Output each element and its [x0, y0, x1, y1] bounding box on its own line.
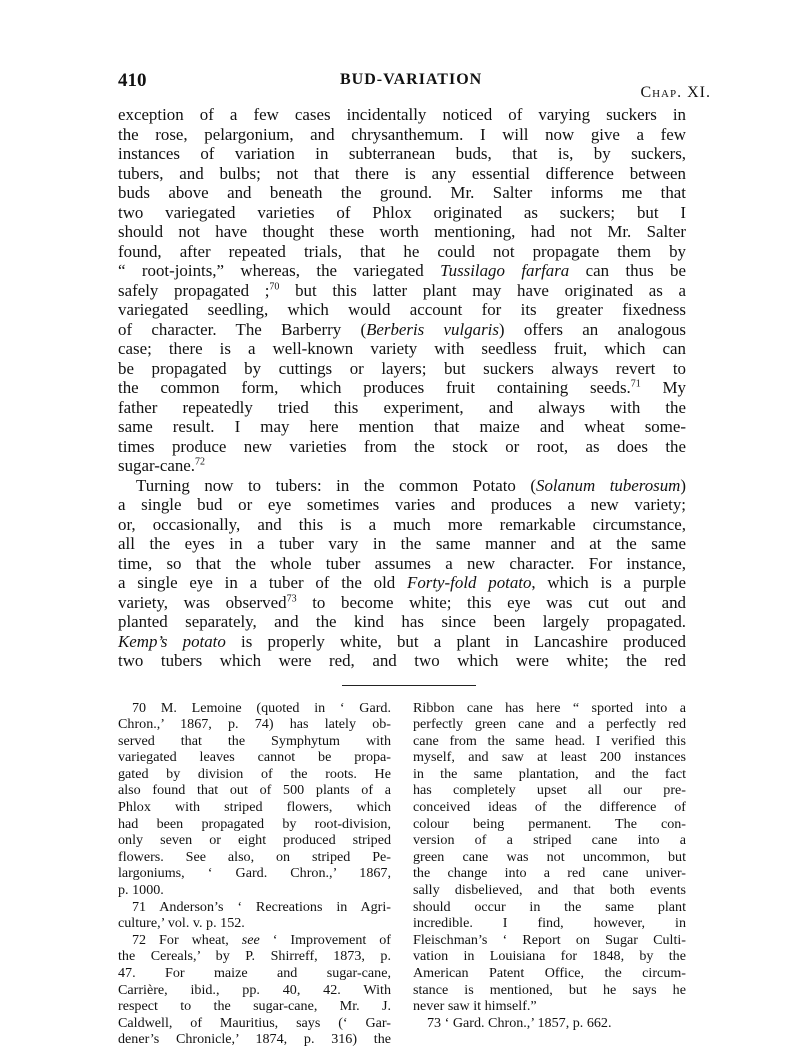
- footnote-line: served that the Symphytum with: [118, 732, 391, 749]
- footnote-line: the change into a red cane univer-: [413, 865, 686, 882]
- text-fragment: can thus be: [569, 261, 686, 280]
- text-fragment: is properly white, but a plant in Lancashire produced: [225, 631, 686, 651]
- text-line: father repeatedly tried this experiment, and always with the: [118, 397, 686, 417]
- text-line: [118, 632, 686, 652]
- text-fragment: 72 For wheat,: [132, 931, 242, 948]
- text-fragment: ) offers an analogous: [498, 319, 686, 339]
- text-line: planted separately, and the kind has since been largely propagated.: [118, 612, 686, 631]
- species-name: Tussilago farfara: [440, 261, 570, 280]
- footnote-line: Fleischman’s ‘ Report on Sugar Culti-: [413, 931, 686, 948]
- text-line: [118, 573, 686, 593]
- footnote-line: 73 ‘ Gard. Chron.,’ 1857, p. 662.: [427, 1014, 612, 1031]
- text-line: instances of variation in subterranean buds, that is, by suckers,: [118, 144, 686, 163]
- footnote-line: stance is mentioned, but he says he: [413, 981, 686, 998]
- footnote-line: colour being permanent. The con-: [413, 815, 686, 832]
- text-line: buds above and beneath the ground. Mr. Salter informs me that: [118, 183, 686, 202]
- page-header: [118, 70, 711, 101]
- text-line: [118, 378, 686, 398]
- main-text: [118, 105, 686, 671]
- text-fragment: a single eye in a tuber of the old: [118, 573, 408, 592]
- footnote-line: Phlox with striped flowers, which: [118, 799, 391, 816]
- text-line: [118, 476, 686, 496]
- footnote-line: 70 M. Lemoine (quoted in ‘ Gard.: [132, 699, 391, 716]
- text-line: should not have thought these worth mentioning, had not Mr. Salter: [118, 222, 686, 241]
- variety-name: Forty-fold potato: [407, 573, 532, 592]
- footnote-line: version of a striped cane into a: [413, 832, 686, 849]
- text-line: [118, 320, 686, 340]
- book-page: [118, 70, 711, 1048]
- text-fragment: ‘ Improvement of: [259, 931, 392, 948]
- text-fragment: sugar-cane.: [118, 456, 196, 475]
- page-number: 410: [118, 70, 147, 91]
- footnotes-left-column: [118, 700, 391, 1048]
- footnote-line: vation in Louisiana for 1848, by the: [413, 948, 686, 965]
- footnote-line: myself, and saw at least 200 instances: [413, 749, 686, 766]
- footnote-line: 47. For maize and sugar-cane,: [118, 965, 391, 981]
- text-fragment: My: [640, 378, 687, 397]
- footnotes: [118, 700, 686, 1048]
- footnote-line: largoniums, ‘ Gard. Chron.,’ 1867,: [118, 865, 391, 882]
- text-line: variegated seedling, which would account for its greater fixedness: [118, 300, 686, 319]
- text-fragment: of character. The Barberry (: [118, 319, 367, 339]
- text-line: exception of a few cases incidentally noticed of varying suckers in: [118, 105, 686, 124]
- footnotes-right-column: [413, 700, 686, 1048]
- text-fragment: the common form, which produces fruit containing seeds.: [118, 378, 631, 397]
- italic-word: see: [241, 931, 260, 948]
- footnote-line: incredible. I find, however, in: [413, 915, 686, 932]
- text-fragment: safely propagated ;: [118, 280, 270, 300]
- footnote-line: respect to the sugar-cane, Mr. J.: [118, 998, 391, 1015]
- text-fragment: , which is a purple: [531, 573, 686, 592]
- footnote-line: has completely upset all our pre-: [413, 782, 686, 799]
- text-fragment: Turning now to tubers: in the common Potato (: [136, 475, 537, 495]
- footnote-line: green cane was not uncommon, but: [413, 848, 686, 865]
- text-line: [118, 593, 686, 613]
- footnote-line: had been propagated by root-division,: [118, 815, 391, 832]
- variety-name: Kemp’s potato: [118, 631, 226, 651]
- footnote-divider: [342, 685, 476, 686]
- footnote-ref: 72: [195, 456, 206, 468]
- text-line: times produce new varieties from the stock or root, as does the: [118, 436, 686, 456]
- footnote-line: conceived ideas of the difference of: [413, 799, 686, 816]
- chapter-label: Chap. XI.: [640, 84, 711, 101]
- text-fragment: ): [680, 475, 687, 495]
- text-fragment: variety, was observed: [118, 592, 287, 612]
- footnote-ref: 70: [269, 280, 280, 292]
- text-line: two variegated varieties of Phlox originated as suckers; but I: [118, 202, 686, 222]
- footnote-line: the Cereals,’ by P. Shirreff, 1873, p.: [118, 948, 391, 965]
- text-line: case; there is a well-known variety with seedless fruit, which can: [118, 339, 686, 358]
- text-line: the rose, pelargonium, and chrysanthemum. I will now give a few: [118, 124, 686, 144]
- footnote-line: should occur in the same plant: [413, 898, 686, 915]
- footnote-line: never saw it himself.”: [413, 998, 537, 1015]
- text-fragment: to become white; this eye was cut out and: [296, 592, 686, 612]
- footnote-line: also found that out of 500 plants of a: [118, 782, 391, 799]
- text-line: time, so that the whole tuber assumes a new character. For instance,: [118, 553, 686, 573]
- text-line: or, occasionally, and this is a much more remarkable circumstance,: [118, 514, 686, 534]
- text-line: all the eyes in a tuber vary in the same manner and at the same: [118, 534, 686, 553]
- footnote-line: [118, 932, 391, 949]
- footnote-line: Chron.,’ 1867, p. 74) has lately ob-: [118, 716, 391, 733]
- text-fragment: but this latter plant may have originated as a: [279, 280, 686, 300]
- text-fragment: “ root-joints,” whereas, the variegated: [118, 261, 441, 280]
- footnote-line: perfectly green cane and a perfectly red: [413, 716, 686, 733]
- footnote-line: Caldwell, of Mauritius, says (‘ Gar-: [118, 1014, 391, 1031]
- text-line: [118, 261, 686, 281]
- running-title: BUD-VARIATION: [340, 71, 483, 88]
- species-name: Berberis vulgaris: [366, 319, 499, 339]
- footnote-ref: 71: [630, 378, 641, 390]
- footnote-line: p. 1000.: [118, 882, 164, 899]
- footnote-line: only seven or eight produced striped: [118, 832, 391, 849]
- text-line: found, after repeated trials, that he could not propagate them by: [118, 241, 686, 261]
- text-line: a single bud or eye sometimes varies and produces a new variety;: [118, 495, 686, 514]
- footnote-ref: 73: [286, 592, 297, 604]
- footnote-line: American Patent Office, the circum-: [413, 965, 686, 981]
- footnote-line: variegated leaves cannot be propa-: [118, 749, 391, 766]
- species-name: Solanum tuberosum: [536, 475, 681, 495]
- text-line: two tubers which were red, and two which were white; the red: [118, 651, 686, 670]
- text-line: be propagated by cuttings or layers; but suckers always revert to: [118, 358, 686, 378]
- text-line: tubers, and bulbs; not that there is any essential difference between: [118, 163, 686, 183]
- text-line: [118, 281, 686, 301]
- footnote-line: Carrière, ibid., pp. 40, 42. With: [118, 981, 391, 998]
- footnote-line: cane from the same head. I verified this: [413, 732, 686, 749]
- text-line: same result. I may here mention that maize and wheat some-: [118, 417, 686, 436]
- footnote-line: Ribbon cane has here “ sported into a: [413, 699, 686, 716]
- footnote-line: sally disbelieved, and that both events: [413, 882, 686, 899]
- footnote-line: dener’s Chronicle,’ 1874, p. 316) the: [118, 1031, 391, 1048]
- footnote-line: flowers. See also, on striped Pe-: [118, 848, 391, 865]
- footnote-line: culture,’ vol. v. p. 152.: [118, 915, 245, 932]
- footnote-line: in the same plantation, and the fact: [413, 765, 686, 782]
- footnote-line: 71 Anderson’s ‘ Recreations in Agri-: [132, 898, 391, 915]
- footnote-line: gated by division of the roots. He: [118, 765, 391, 782]
- text-line: [118, 456, 686, 476]
